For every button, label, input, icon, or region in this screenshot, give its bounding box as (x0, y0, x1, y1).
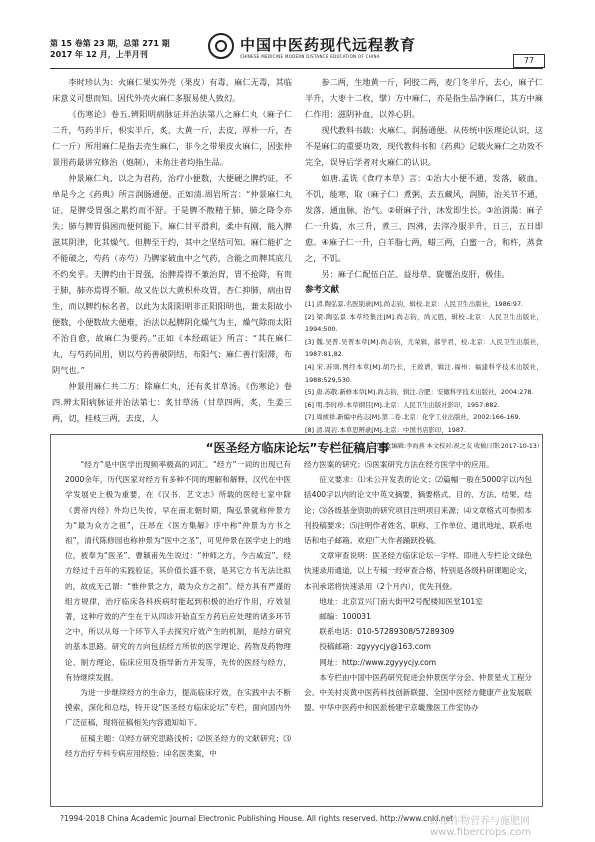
notice-paragraph: “经方”是中医学出现频率极高的词汇。“经方”一词的出现已有2000余年，历代医家对经方有多种不同的理解和解释，汉代在中医学发展史上极为重要，在《汉书．艺文志》所载的医经七家中除《黄帝内经》外均已失传，早在南北朝时期，陶弘景就称仲景方为“最为众方之祖”，汪昂在《医方集解》序中称“仲景为方书之祖”，清代陈修园也称仲景为“医中之圣”，可见仲景在医学史上的地位，被奉为“医圣”。曹颖甫先生说过：“仲师之方，今古咸宜”。经方经过千百年的实践验证，其价值长盛不衰，是其它方书无法比拟的，故成无己谓：“惟仲景之方，最为众方之祖”。经方具有严谨的组方规律，治疗临床各科疾病时能起到积极的治疗作用，疗效显著，这种疗效的产生在于从四诊开始直至方药后应处理的诸多环节之中，所以从每一个环节入手去探究疗效产生的机制，是经方研究的基本思路。研究的方向包括经方所依的医学理论、药物及药物理论、制方理论、临床应用及指导新方开发等，先传的医经与经方，有待继续发掘。 (65, 460, 291, 682)
paragraph: 另：麻子仁配伍白芷、益母草、旋覆治皮肝，极佳。 (321, 269, 510, 279)
reference-item: [3] 魏.吴普.吴普本草[M].尚志钧，尤荣辑，郝学君，校.北京：人民卫生出版社，1987:81,82. (305, 337, 543, 359)
issue-info (50, 38, 170, 60)
notice-paragraph: 本专栏由中国中医药研究促进会仲景医学分会、仲景星火工程分会、中关村炎黄中医药科技创新联盟、全国中医经方健康产业发展联盟、中华中医药中和医派杨建宇京畿豫医工作室协办 (304, 672, 532, 713)
copyright-footer: ?1994-2018 China Academic Journal Electronic Publishing House. All rights reserved. http://www.cnki.net (60, 814, 454, 823)
body-column-left (52, 74, 292, 426)
journal-title: 中国中医药现代远程教育 (240, 36, 417, 54)
contact-phone: 联系电话：010-57289308/57289309 (319, 627, 455, 637)
notice-column-right (304, 457, 532, 715)
reference-item: [1] 清.陶弘景.名医别录[M].尚志钧，辑校.北京：人民卫生出版社，1986:97. (305, 300, 524, 308)
reference-item: [7] 周祯祥.新编中药志[M].第二卷.北京：化学工业出版社，2002:166-169. (305, 413, 521, 422)
journal-logo-icon (208, 33, 234, 59)
reference-item: [5] 唐.苏敬.新修本草[M].尚志钧，辑注.合肥：安徽科学技术出版社，2004:278. (305, 388, 534, 397)
reference-item: [2] 梁.陶弘景.本草经集注[M].尚志钧，尚元胜，辑校.北京：人民卫生出版社，1994:500. (305, 312, 543, 334)
edit-note: （本文编辑:李海燕 本文校对:祝之友 收稿日期:2017-10-13） (373, 442, 543, 450)
paragraph: 参二两，生地黄一斤，阿胶二两，麦门冬半斤，去心，麻子仁半升，大枣十二枚，擘）方中麻仁，亦是指生品净麻仁，其方中麻仁作用：滋阴补血，以养心阴。 (305, 77, 543, 119)
notice-paragraph: 为进一步继续经方的生命力，提高临床疗效，在实践中去不断摸索，深化和总结，特开设“医圣经方临床论坛”专栏，面向国内外广泛征稿，现将征稿相关内容通知如下。 (65, 688, 291, 728)
paragraph: 仲景麻仁丸，以之为君药，治疗小便数，大便硬之脾约证，不单是今之《药典》所言润肠通便。正如清.周岩所言：“仲景麻仁丸证，是脾受胃强之累约而不舒。于是脾不散精于肺，肺之降令亦失；肺与脾胃俱困而便何能下。麻仁甘平滑利，柔中有刚，能入脾滋其阴津，化其燥气。但脾至于约，其中之坚结可知。麻仁能扩之不能破之，芍药（赤芍）乃脾家破血中之气药，合能之而脾其底几不约矣乎。夫脾约由于胃强，治脾焉得不兼治胃，胃不抢降，有贵于肺，肺亦焉得不顺。故又佐以大黄枳朴攻胃，杏仁抑肺，病由胃生，而以脾约标名者，以此为太阳阳明非正阳阳明也，兼太阳故小便数，小便数故大便难，治法以起脾阴化燥气为主，燥气除而太阳不治自愈，故麻仁为要药。”正如《本经疏证》所言：“其在麻仁丸，与芍药同用，则以芍药善破阴结，布阳气；麻仁善行阳滞，布阴气也。” (52, 173, 292, 375)
page-number: 77 (513, 54, 545, 68)
contact-postcode: 邮编：100031 (319, 612, 371, 622)
issue-line-2: 2017 年 12 月，上半月刊 (50, 50, 148, 59)
references-heading: 参考文献 (305, 285, 340, 295)
header-rule (50, 68, 543, 69)
journal-english-title: CHINESE MEDICINE MODERN DISTANCE EDUCATION OF CHINA (240, 54, 380, 59)
reference-item: [6] 明.李时珍.本草纲目[M].北京：人民卫生出版社影印，1957:882. (305, 400, 500, 409)
paragraph: 仲景用麻仁共二方：除麻仁丸，还有炙甘草汤。《伤寒论》卷四.辨太阳病脉证并治法第七：炙甘草汤（甘草四两，炙，生姜三两，切，桂枝三两，去皮，人 (52, 381, 292, 423)
notice-title: “医圣经方临床论坛”专栏征稿启事 (205, 441, 390, 455)
reference-item: [4] 宋.苏颂.图经本草[M].胡乃长，王致谱，辑注.福州：福建科学技术出版社，1988:529,530. (305, 362, 543, 384)
paragraph: 李时珍认为：火麻仁果实外壳（果皮）有毒，麻仁无毒，其临床意义可想而知。因代外壳火麻仁多服易使人致幻。 (52, 77, 292, 103)
notice-column-left (65, 457, 291, 761)
contact-email: 投稿邮箱：zgyyycjy@163.com (319, 642, 431, 652)
call-for-papers-box (50, 434, 543, 807)
reference-list (305, 298, 543, 437)
paragraph: 《伤寒论》卷五.辨阳明病脉证并治法第八之麻仁丸（麻子仁二升，芍药半斤，枳实半斤，炙，大黄一斤，去皮，厚朴一斤，杏仁一斤）所用麻仁是指去壳生麻仁，非今之带果皮火麻仁，因张仲景用药最讲究修治（炮制），未角注者均指生品。 (52, 109, 292, 167)
notice-paragraph: 文章审查说明：医圣经方临床论坛－字样。即进入专栏论文绿色快速录用通道，以上专稿一经审查合格，特别是各级科研课题论文，本刊承诺将快速录用（2个月内），优先刊登。 (304, 551, 532, 591)
contact-website: 网址：http://www.zgyyycjy.com (319, 657, 437, 667)
reference-item: [8] 清.周岩.本草思辨录[M].北京：中国书店影印，1987. (305, 425, 467, 434)
notice-paragraph: 经方医案的研究；⑸医案研究方法在经方医学中的应用。 (304, 460, 494, 469)
body-column-right (305, 74, 543, 455)
paragraph: 现代教科书载：火麻仁，润肠通便。从传统中医理论认识，这不是麻仁的重要功效，现代教科书和《药典》记载火麻仁之功效不完全，误导后学者对火麻仁的认识。 (305, 125, 543, 167)
notice-paragraph: 征文要求：⑴未公开发表的论文；⑵篇幅一般在5000字以内包括400字以内的论文中英文摘要，摘要格式、目的、方法、结果、结论；⑶各级基金资助的研究项目注明项目来源；⑷文章格式可参照本刊投稿要求；⑸注明作者姓名、职称、工作单位、通讯地址、联系电话和电子邮箱。欢迎广大作者踊跃投稿。 (304, 475, 532, 546)
paragraph: 如唐.孟诜《食疗本草》言：①治大小便不通，发落，破血，不饥，能寒，取（麻子仁）煮粥，去五藏风，润肺，治关节不通，发落，通血脉，治气。②研麻子汁，沐发即生长。③治消渴：麻子仁一升捣，水三升，煮三、四沸，去滓冷服半升，日三，五日即愈。④麻子仁一升，白羊脂七两，蜡三两，白蜜一合，和杵，蒸食之，不饥。 (305, 173, 543, 263)
notice-paragraph: 征稿主题：⑴经方研究思路浅析；⑵医圣经方的文献研究；⑶经方治疗专科专病应用经验；⑷名医类案，中 (65, 733, 291, 758)
issue-line-1: 第 15 卷第 23 期，总第 271 期 (50, 39, 170, 48)
contact-address: 地址：北京宣兴门南大街甲2号配楼知医堂101室 (319, 596, 483, 606)
watermark: 纤维作物营养与施肥网 www.fibercrops.com (430, 816, 532, 838)
